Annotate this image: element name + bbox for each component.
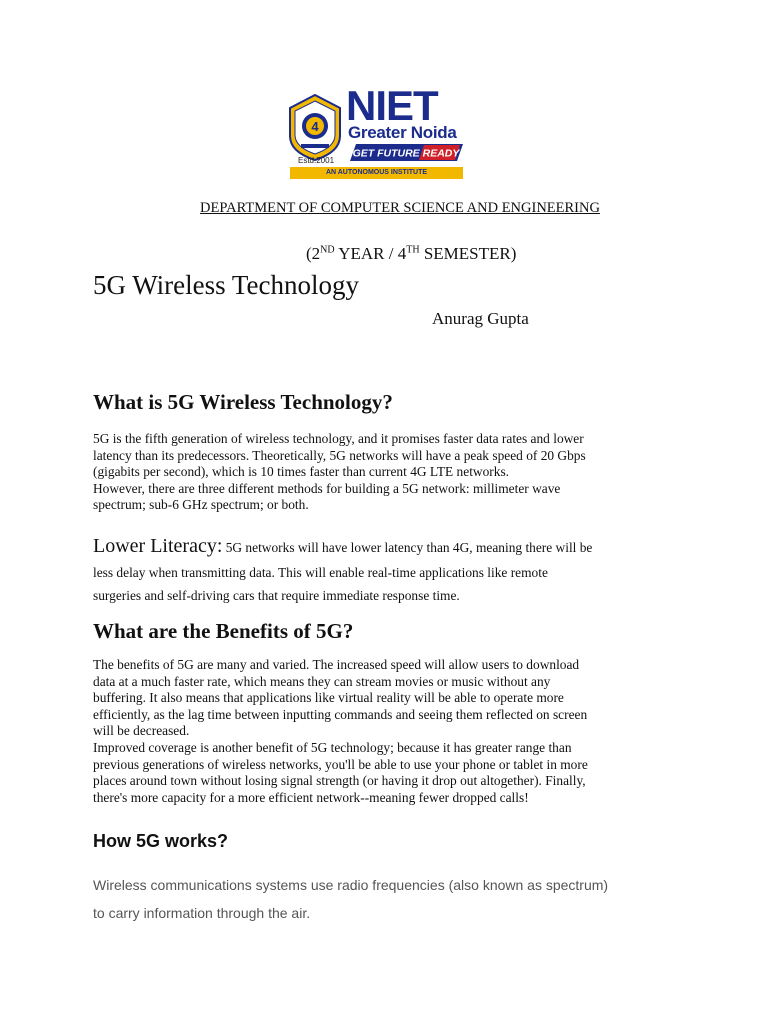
text-line: spectrum; sub-6 GHz spectrum; or both. [93, 497, 309, 513]
year-semester-line [306, 244, 516, 264]
text-line: Improved coverage is another benefit of 5G technology; because it has greater range than [93, 739, 572, 755]
text-line: to carry information through the air. [93, 905, 311, 921]
year-middle: YEAR / 4 [334, 244, 407, 263]
text-line: will be decreased. [93, 723, 190, 739]
text-line: However, there are three different methods for building a 5G network: millimeter wave [93, 480, 561, 496]
text-line: 5G is the fifth generation of wireless technology, and it promises faster data rates and lower [93, 431, 584, 446]
section-heading-how: How 5G works? [93, 831, 229, 851]
paragraph-how [93, 871, 683, 927]
year-superscript: ND [320, 244, 335, 256]
paragraph-what [93, 431, 683, 514]
text-line: The benefits of 5G are many and varied. The increased speed will allow users to download [93, 657, 580, 672]
document-title: 5G Wireless Technology [93, 270, 359, 300]
niet-logo [284, 82, 466, 180]
text-line: places around town without losing signal strength (or having it drop out altogether). Finally, [93, 773, 586, 789]
text-line: latency than its predecessors. Theoretically, 5G networks will have a peak speed of 20 Gbps [93, 447, 586, 463]
logo-wordmark: NIET [346, 82, 438, 129]
tagline-banner [350, 144, 463, 161]
section-heading-benefits: What are the Benefits of 5G? [93, 619, 354, 643]
estd-label: Estd.2001 [297, 156, 335, 165]
text-line: there's more capacity for a more efficient network--meaning fewer dropped calls! [93, 789, 529, 805]
text-line [93, 533, 693, 561]
lower-literacy-heading: Lower Literacy: [93, 535, 223, 557]
institute-seal-icon [284, 92, 346, 162]
text-line: buffering. It also means that applications like virtual reality will be able to operate more [93, 690, 564, 706]
paragraph-lower-literacy [93, 533, 693, 607]
semester-suffix: SEMESTER) [419, 244, 517, 263]
text-line: efficiently, as the lag time between inputting commands and seeing them reflected on screen [93, 706, 588, 722]
svg-text:4: 4 [311, 119, 319, 134]
text-line: data at a much faster rate, which means they can stream movies or music without any [93, 673, 551, 689]
text-line: previous generations of wireless networks, you'll be able to use your phone or tablet in more [93, 756, 588, 772]
text-line: (gigabits per second), which is 10 times faster than current 4G LTE networks. [93, 464, 509, 480]
author-name: Anurag Gupta [432, 309, 529, 328]
lower-literacy-text: 5G networks will have lower latency than 4G, meaning there will be [222, 540, 593, 555]
semester-superscript: TH [406, 244, 420, 256]
logo-location: Greater Noida [348, 123, 457, 142]
tagline-text: GET FUTURE READY [352, 147, 460, 160]
paragraph-benefits [93, 657, 683, 806]
text-line: Wireless communications systems use radio frequencies (also known as spectrum) [93, 877, 609, 893]
section-heading-what: What is 5G Wireless Technology? [93, 390, 393, 414]
year-prefix: (2 [306, 244, 321, 263]
department-heading: DEPARTMENT OF COMPUTER SCIENCE AND ENGINEERING [200, 200, 600, 216]
autonomous-institute-bar: AN AUTONOMOUS INSTITUTE [290, 167, 463, 179]
text-line: surgeries and self-driving cars that require immediate response time. [93, 588, 460, 603]
text-line: less delay when transmitting data. This will enable real-time applications like remote [93, 565, 548, 580]
